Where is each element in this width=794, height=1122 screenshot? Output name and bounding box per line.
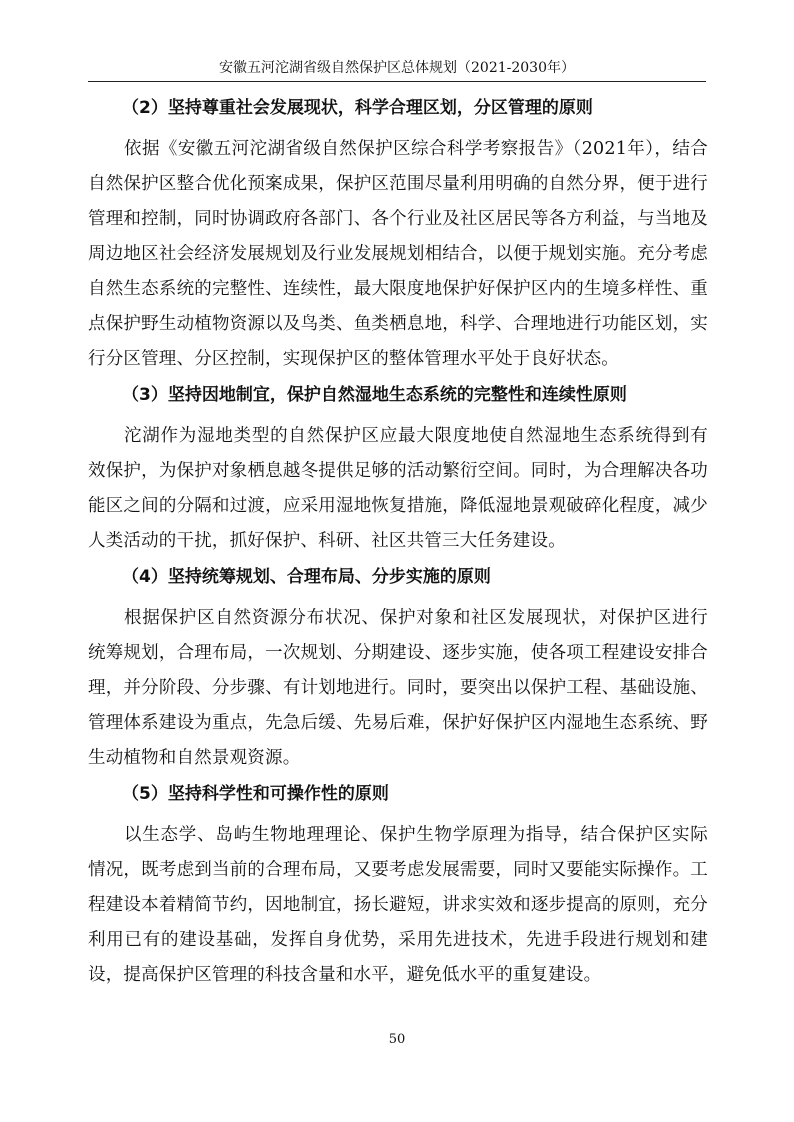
document-title: 安徽五河沱湖省级自然保护区总体规划（2021-2030年） <box>219 60 575 76</box>
section-principle-2 <box>88 96 708 377</box>
page-number: 50 <box>388 1032 406 1047</box>
section-paragraph: 根据保护区自然资源分布状况、保护对象和社区发展现状，对保护区进行统筹规划，合理布局，一次规划、分期建设、逐步实施，使各项工程建设安排合理，并分阶段、分步骤、有计划地进行。同时，要突出以保护工程、基础设施、管理体系建设为重点，先急后缓、先易后难，保护好保护区内湿地生态系统、野生动植物和自然景观资源。 <box>88 608 708 768</box>
section-heading: （3）坚持因地制宜，保护自然湿地生态系统的完整性和连续性原则 <box>122 385 627 405</box>
section-paragraph: 依据《安徽五河沱湖省级自然保护区综合科学考察报告》（2021年），结合自然保护区整合优化预案成果，保护区范围尽量利用明确的自然分界，便于进行管理和控制，同时协调政府各部门、各个行业及社区居民等各方利益，与当地及周边地区社会经济发展规划及行业发展规划相结合，以便于规划实施。充分考虑自然生态系统的完整性、连续性，最大限度地保护好保护区内的生境多样性、重点保护野生动植物资源以及鸟类、鱼类栖息地，科学、合理地进行功能区划，实行分区管理、分区控制，实现保护区的整体管理水平处于良好状态。 <box>88 139 708 369</box>
section-paragraph: 以生态学、岛屿生物地理理论、保护生物学原理为指导，结合保护区实际情况，既考虑到当前的合理布局，又要考虑发展需要，同时又要能实际操作。工程建设本着精简节约，因地制宜，扬长避短，讲求实效和逐步提高的原则，充分利用已有的建设基础，发挥自身优势，采用先进技术，先进手段进行规划和建设，提高保护区管理的科技含量和水平，避免低水平的重复建设。 <box>88 825 708 985</box>
section-principle-4 <box>88 565 708 776</box>
page-header <box>88 58 706 82</box>
section-paragraph: 沱湖作为湿地类型的自然保护区应最大限度地使自然湿地生态系统得到有效保护，为保护对象栖息越冬提供足够的活动繁衍空间。同时，为合理解决各功能区之间的分隔和过渡，应采用湿地恢复措施，降低湿地景观破碎化程度，减少人类活动的干扰，抓好保护、科研、社区共管三大任务建设。 <box>88 426 708 551</box>
section-heading: （4）坚持统筹规划、合理布局、分步实施的原则 <box>122 567 491 587</box>
section-heading: （5）坚持科学性和可操作性的原则 <box>122 784 389 804</box>
section-heading: （2）坚持尊重社会发展现状，科学合理区划，分区管理的原则 <box>122 98 593 118</box>
section-principle-3 <box>88 383 708 559</box>
document-body <box>88 92 708 999</box>
section-principle-5 <box>88 782 708 993</box>
